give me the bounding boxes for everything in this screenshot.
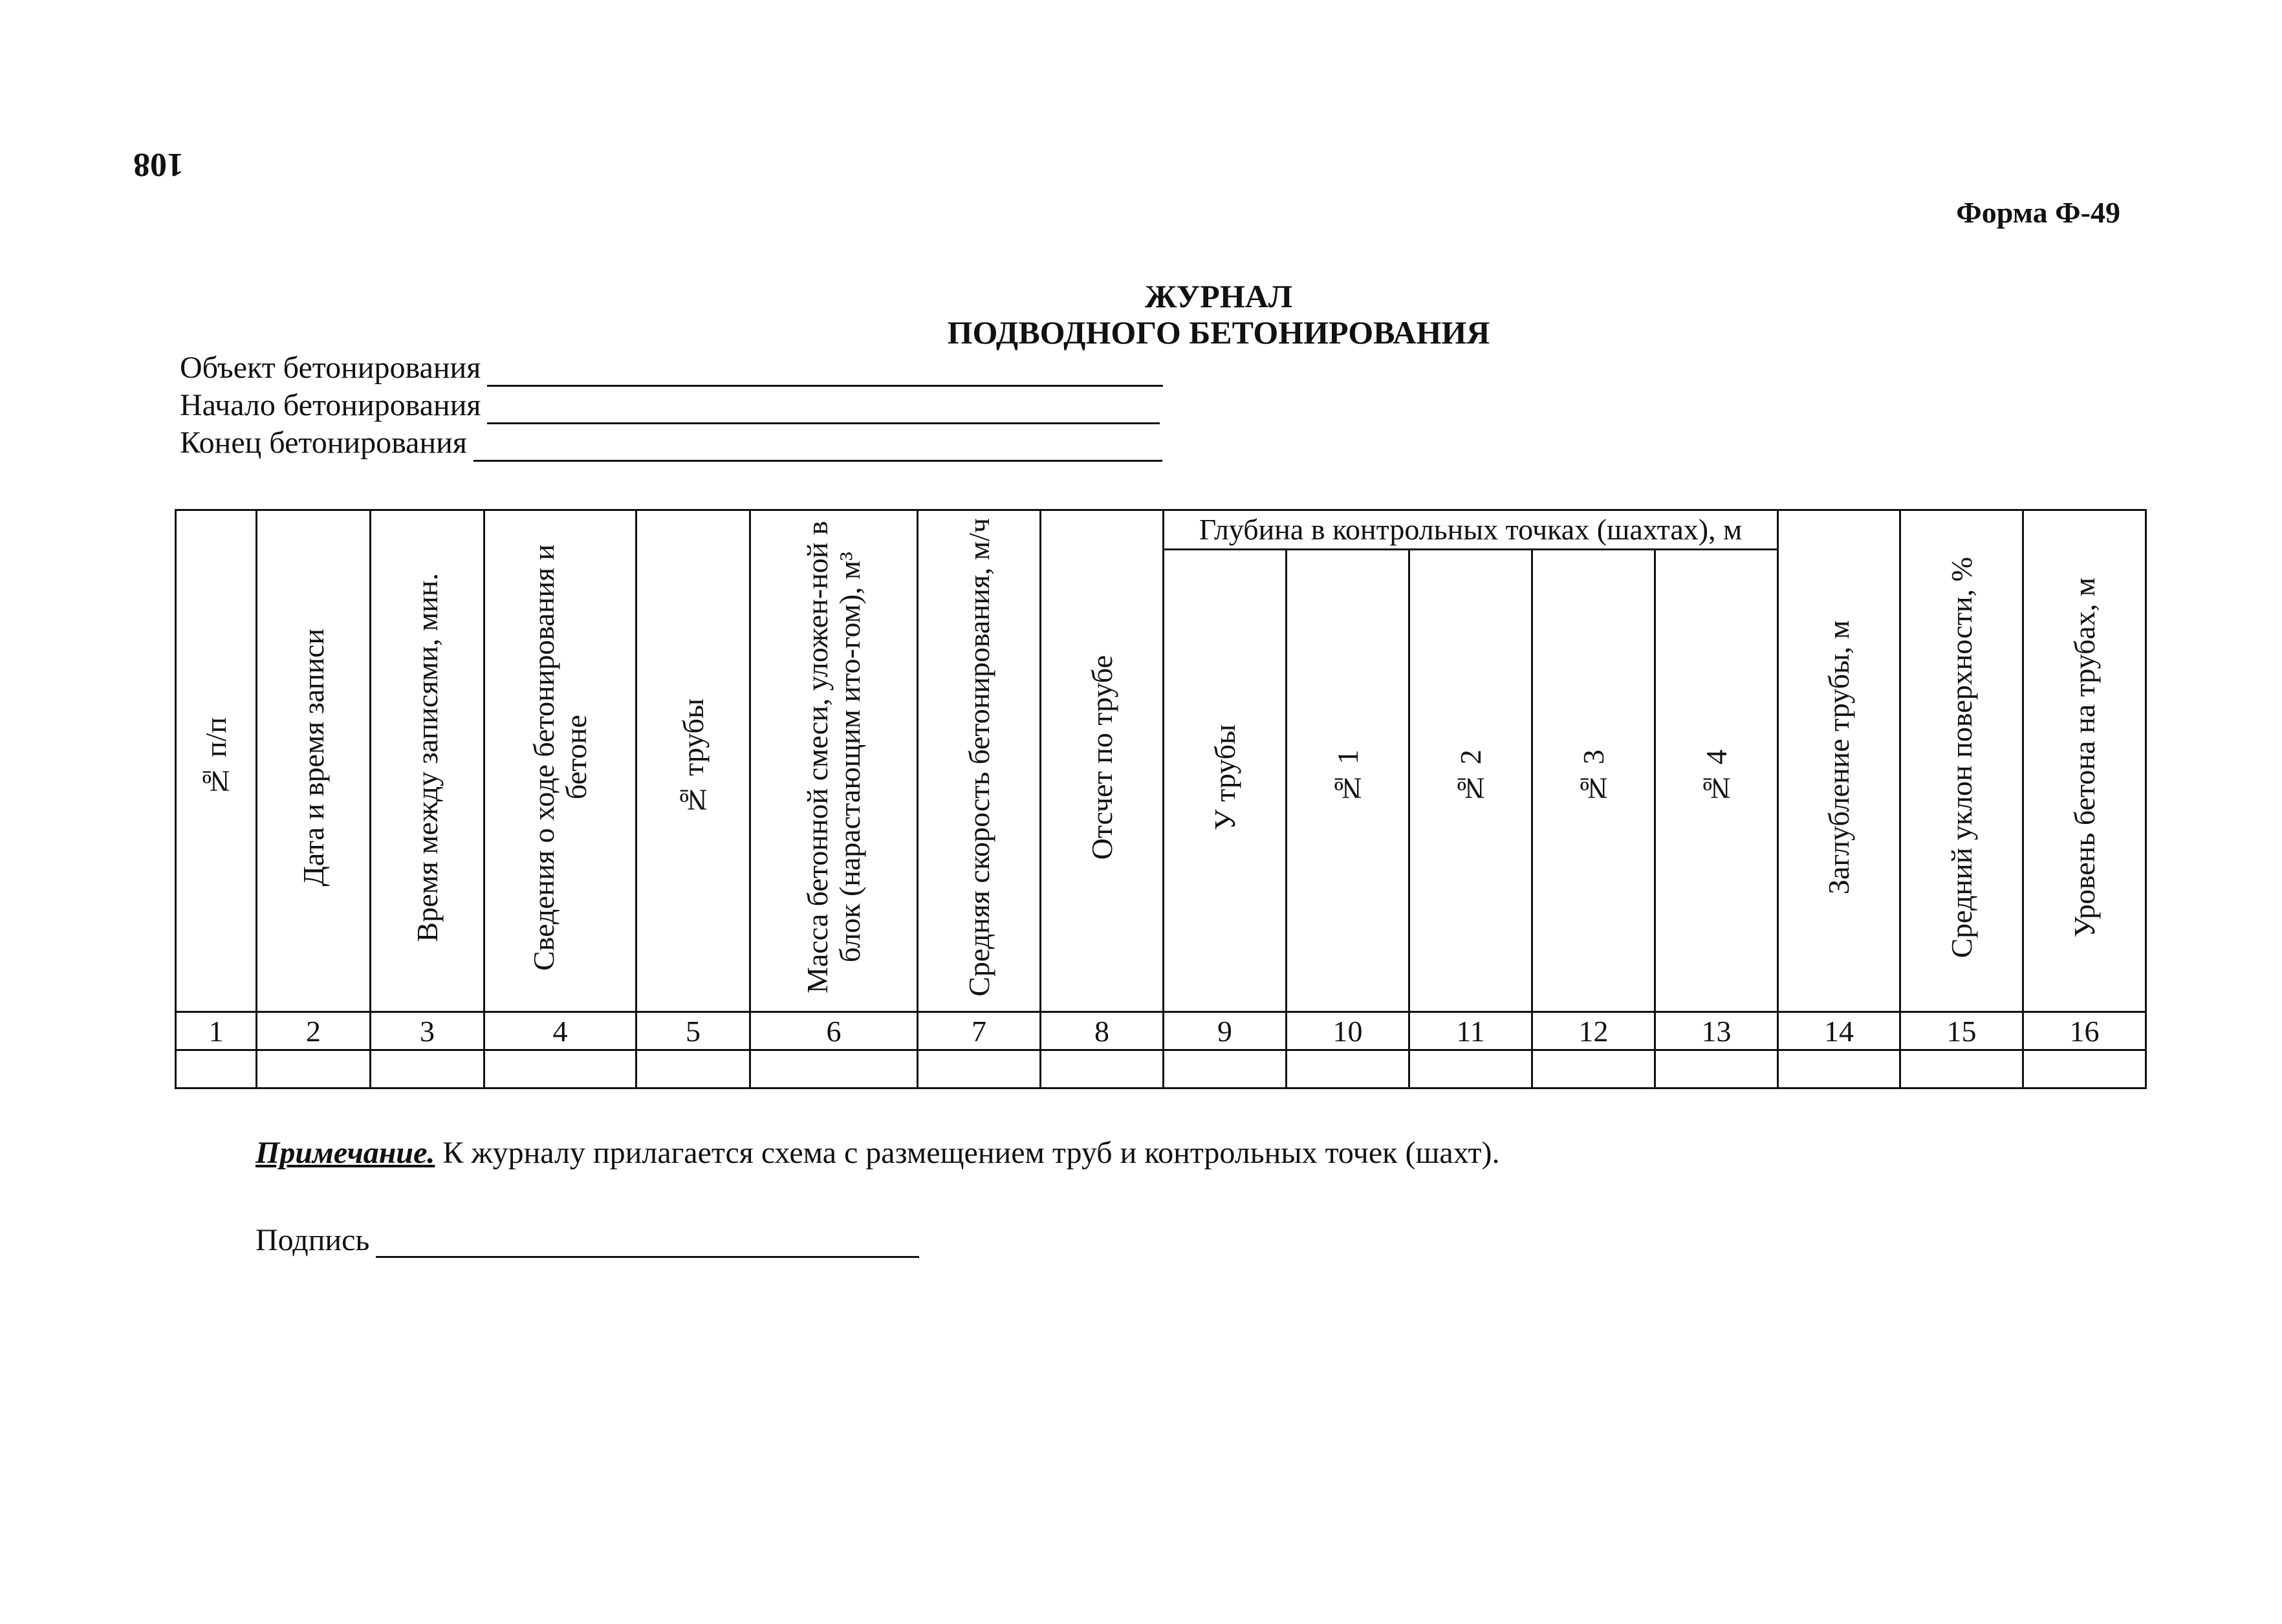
header-fields — [180, 349, 1163, 462]
document-title — [0, 278, 2282, 351]
col-num-10: 10 — [1287, 1012, 1409, 1050]
page-number: 108 — [133, 146, 184, 183]
journal-table — [175, 509, 2147, 1089]
entry-cell[interactable] — [636, 1050, 750, 1088]
entry-cell[interactable] — [1900, 1050, 2023, 1088]
col-head-11: № 2 — [1409, 550, 1532, 1012]
entry-cell[interactable] — [2023, 1050, 2146, 1088]
note — [255, 1135, 1499, 1171]
entry-cell[interactable] — [1532, 1050, 1655, 1088]
field-end-value[interactable] — [473, 431, 1162, 462]
field-end-label: Конец бетонирования — [180, 426, 467, 460]
col-head-15: Средний уклон поверхности, % — [1900, 510, 2023, 1012]
col-num-16: 16 — [2023, 1012, 2146, 1050]
field-start-label: Начало бетонирования — [180, 388, 481, 422]
col-head-13: № 4 — [1655, 550, 1778, 1012]
col-head-9: У трубы — [1164, 550, 1287, 1012]
field-object-label: Объект бетонирования — [180, 351, 481, 385]
field-start-value[interactable] — [487, 394, 1160, 424]
table-row — [176, 1050, 2146, 1088]
col-head-6: Масса бетонной смеси, уложен-ной в блок (нарастающим ито-гом), м³ — [750, 510, 918, 1012]
col-head-10: № 1 — [1287, 550, 1409, 1012]
entry-cell[interactable] — [750, 1050, 918, 1088]
col-num-14: 14 — [1778, 1012, 1900, 1050]
col-head-14: Заглубление трубы, м — [1778, 510, 1900, 1012]
col-num-8: 8 — [1041, 1012, 1164, 1050]
field-end — [180, 424, 1163, 462]
col-head-5: № трубы — [636, 510, 750, 1012]
header-row-1 — [176, 510, 2146, 550]
col-head-3: Время между записями, мин. — [371, 510, 484, 1012]
col-num-9: 9 — [1164, 1012, 1287, 1050]
entry-cell[interactable] — [484, 1050, 636, 1088]
note-label: Примечание. — [255, 1136, 435, 1170]
col-head-12: № 3 — [1532, 550, 1655, 1012]
col-num-12: 12 — [1532, 1012, 1655, 1050]
entry-cell[interactable] — [1164, 1050, 1287, 1088]
note-text: К журналу прилагается схема с размещением труб и контрольных точек (шахт). — [435, 1136, 1500, 1170]
col-num-4: 4 — [484, 1012, 636, 1050]
col-num-7: 7 — [918, 1012, 1041, 1050]
column-number-row — [176, 1012, 2146, 1050]
col-num-2: 2 — [257, 1012, 371, 1050]
field-object-value[interactable] — [487, 356, 1163, 387]
col-num-1: 1 — [176, 1012, 257, 1050]
col-num-13: 13 — [1655, 1012, 1778, 1050]
col-head-16: Уровень бетона на трубах, м — [2023, 510, 2146, 1012]
entry-cell[interactable] — [1778, 1050, 1900, 1088]
entry-cell[interactable] — [1041, 1050, 1164, 1088]
col-num-11: 11 — [1409, 1012, 1532, 1050]
col-num-6: 6 — [750, 1012, 918, 1050]
field-object — [180, 349, 1163, 387]
col-num-5: 5 — [636, 1012, 750, 1050]
col-head-7: Средняя скорость бетонирования, м/ч — [918, 510, 1041, 1012]
col-head-8: Отсчет по трубе — [1041, 510, 1164, 1012]
entry-cell[interactable] — [1655, 1050, 1778, 1088]
entry-cell[interactable] — [371, 1050, 484, 1088]
title-line-1: ЖУРНАЛ — [1144, 278, 1293, 314]
signature-line[interactable] — [376, 1228, 919, 1258]
title-line-2: ПОДВОДНОГО БЕТОНИРОВАНИЯ — [947, 314, 1490, 351]
entry-cell[interactable] — [257, 1050, 371, 1088]
field-start — [180, 387, 1163, 424]
entry-cell[interactable] — [1287, 1050, 1409, 1088]
signature-label: Подпись — [255, 1223, 370, 1257]
signature — [255, 1222, 919, 1258]
entry-cell[interactable] — [176, 1050, 257, 1088]
entry-cell[interactable] — [918, 1050, 1041, 1088]
col-head-1: № п/п — [176, 510, 257, 1012]
entry-cell[interactable] — [1409, 1050, 1532, 1088]
group-head-depth: Глубина в контрольных точках (шахтах), м — [1164, 510, 1778, 550]
col-head-4: Сведения о ходе бетонирования и бетоне — [484, 510, 636, 1012]
form-code: Форма Ф-49 — [1956, 196, 2120, 229]
col-num-3: 3 — [371, 1012, 484, 1050]
col-num-15: 15 — [1900, 1012, 2023, 1050]
col-head-2: Дата и время записи — [257, 510, 371, 1012]
